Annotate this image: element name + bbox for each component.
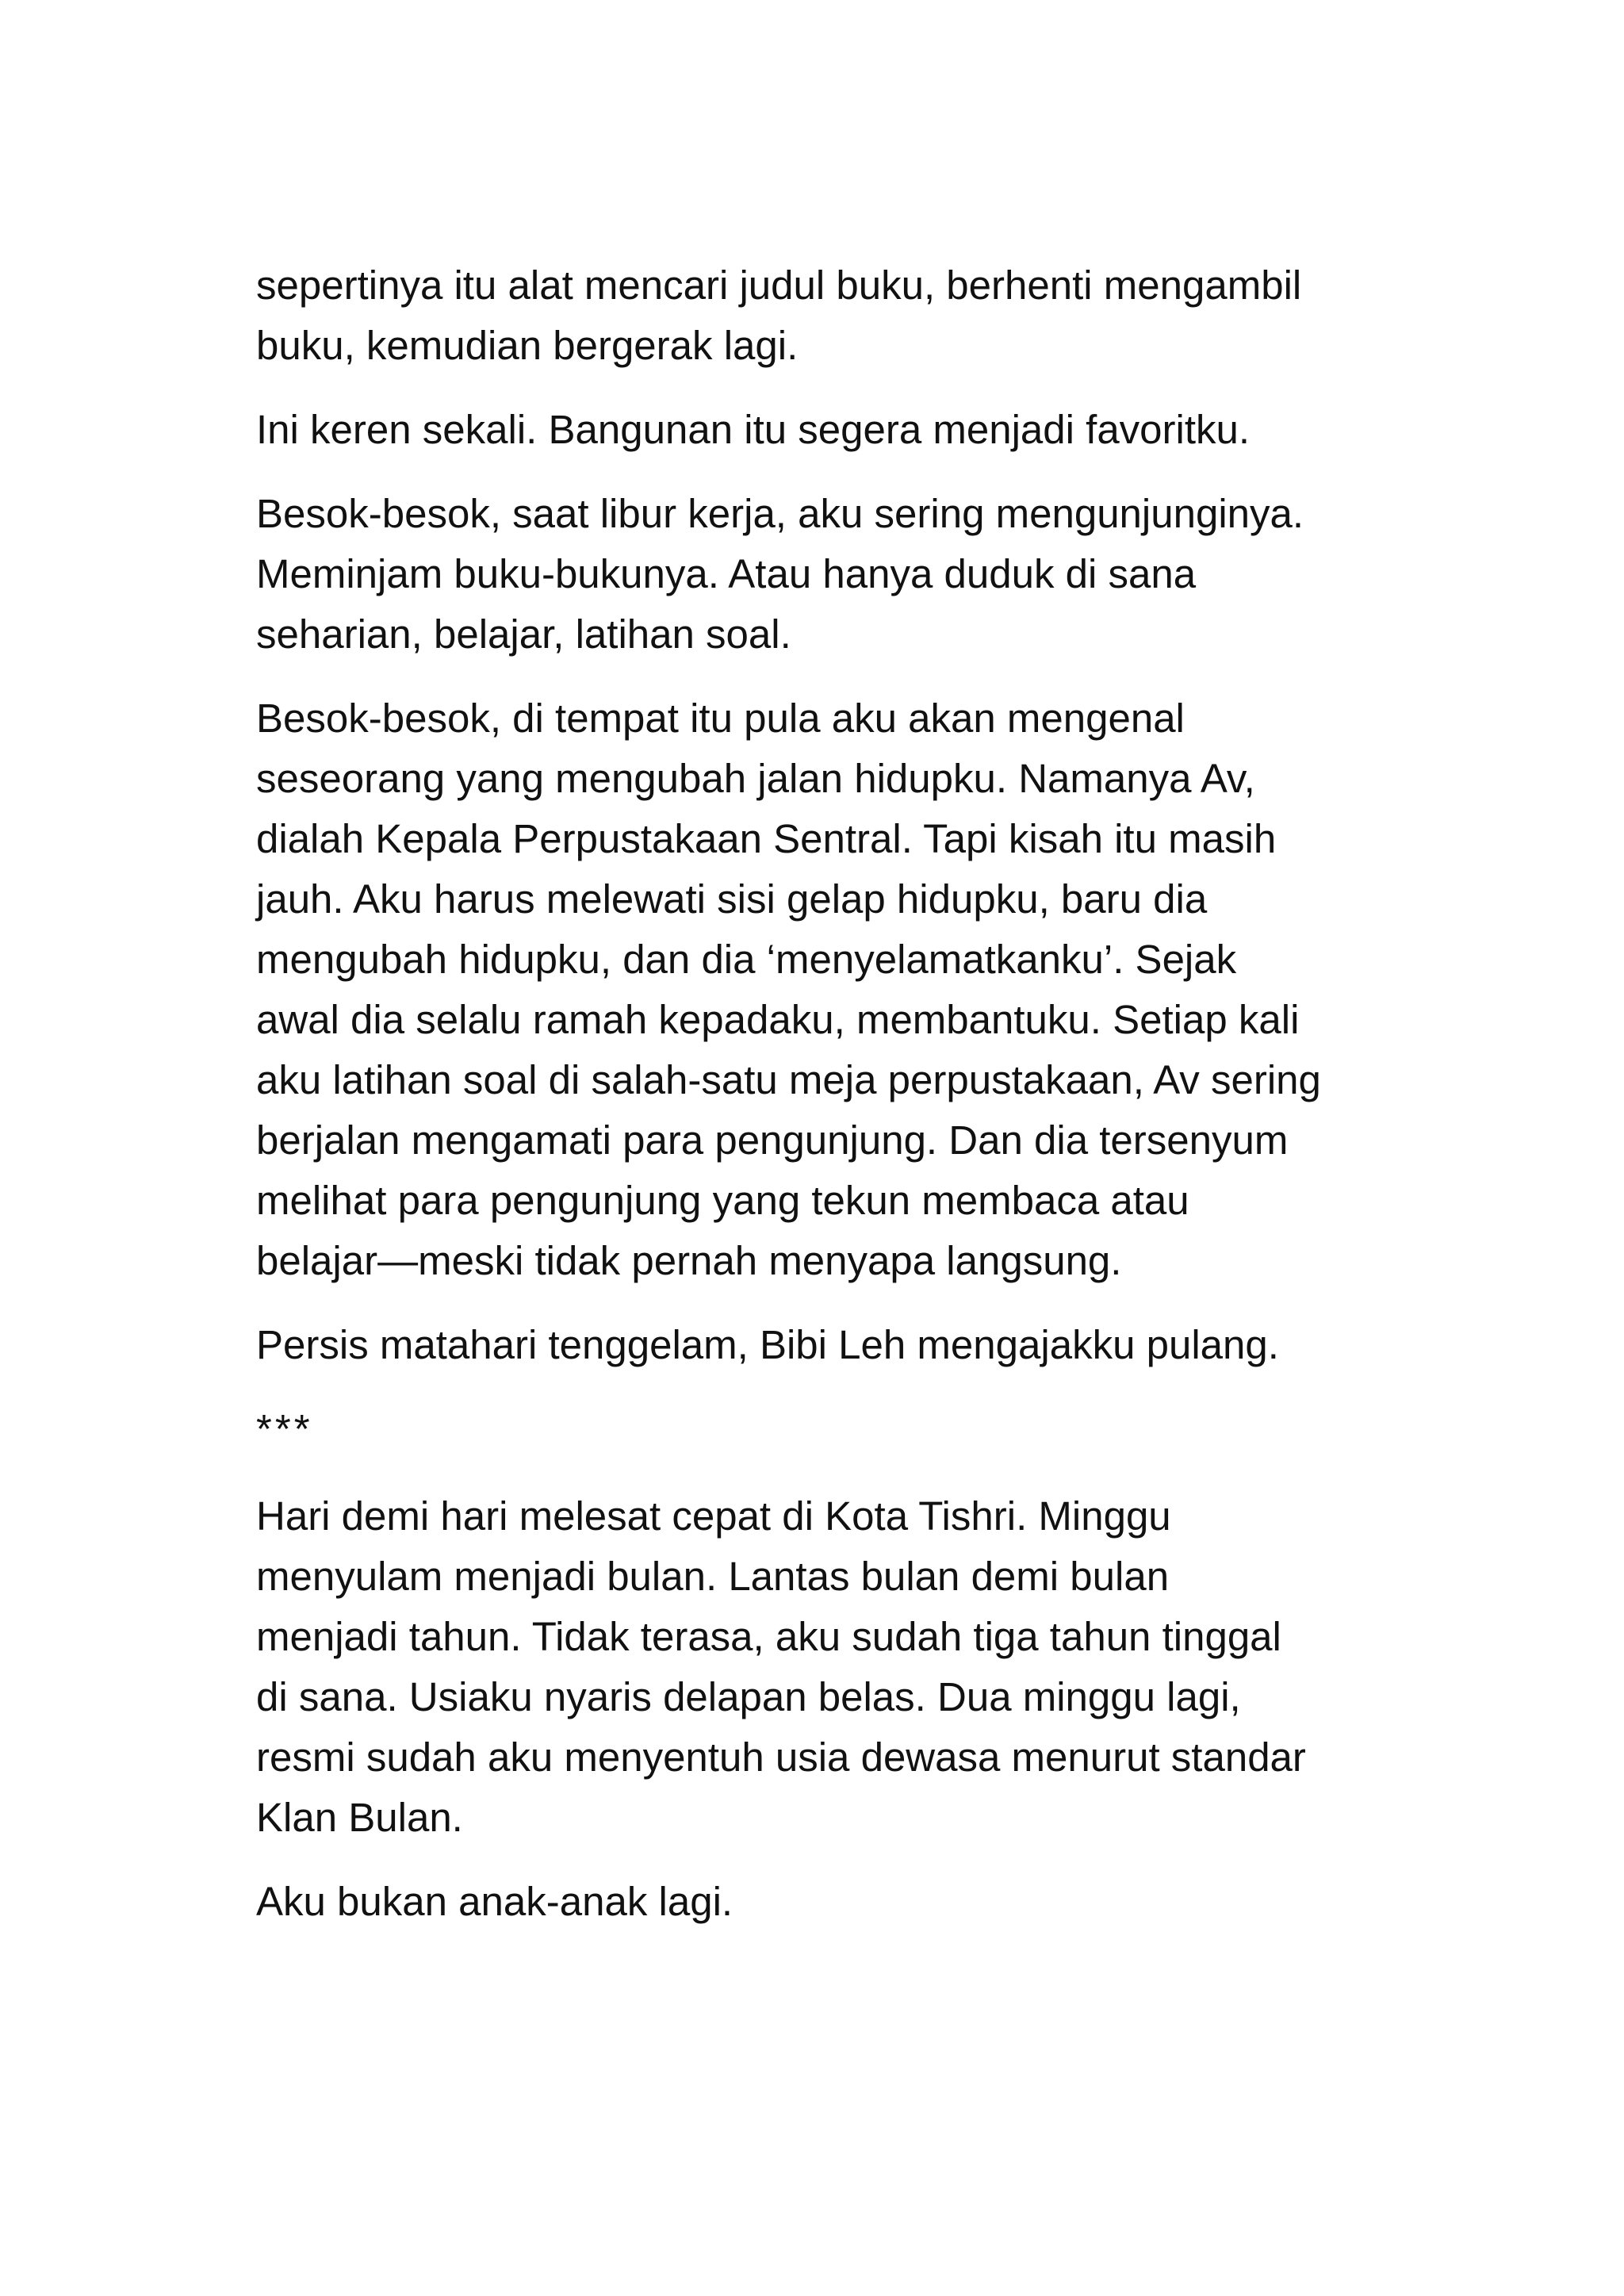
section-divider: *** bbox=[256, 1406, 313, 1451]
body-text bbox=[256, 255, 1398, 1956]
paragraph-favorite-building: Ini keren sekali. Bangunan itu segera menjadi favoritku. bbox=[256, 407, 1251, 452]
paragraph-time-passes: Hari demi hari melesat cepat di Kota Tishri. Minggu menyulam menjadi bulan. Lantas bulan demi bulan menjadi tahun. Tidak terasa, aku sudah tiga tahun tinggal di sana. Usiaku nyaris delapan belas. Dua minggu lagi, resmi sudah aku menyentuh usia dewasa menurut standar Klan Bulan. bbox=[256, 1493, 1306, 1840]
paragraph-visits: Besok-besok, saat libur kerja, aku sering mengunjunginya. Meminjam buku-bukunya. Atau hanya duduk di sana seharian, belajar, latihan soal. bbox=[256, 491, 1304, 657]
paragraph-sunset: Persis matahari tenggelam, Bibi Leh mengajakku pulang. bbox=[256, 1322, 1279, 1367]
paragraph-not-child: Aku bukan anak-anak lagi. bbox=[256, 1879, 733, 1924]
paragraph-av: Besok-besok, di tempat itu pula aku akan mengenal seseorang yang mengubah jalan hidupku. Namanya Av, dialah Kepala Perpustakaan Sentral. Tapi kisah itu masih jauh. Aku harus melewati sisi gelap hidupku, baru dia mengubah hidupku, dan dia ‘menyelamatkanku’. Sejak awal dia selalu ramah kepadaku, membantuku. Setiap kali aku latihan soal di salah-satu meja perpustakaan, Av sering berjalan mengamati para pengunjung. Dan dia tersenyum melihat para pengunjung yang tekun membaca atau belajar—meski tidak pernah menyapa langsung. bbox=[256, 696, 1321, 1283]
paragraph-library-search: sepertinya itu alat mencari judul buku, berhenti mengambil buku, kemudian bergerak lagi. bbox=[256, 263, 1302, 368]
